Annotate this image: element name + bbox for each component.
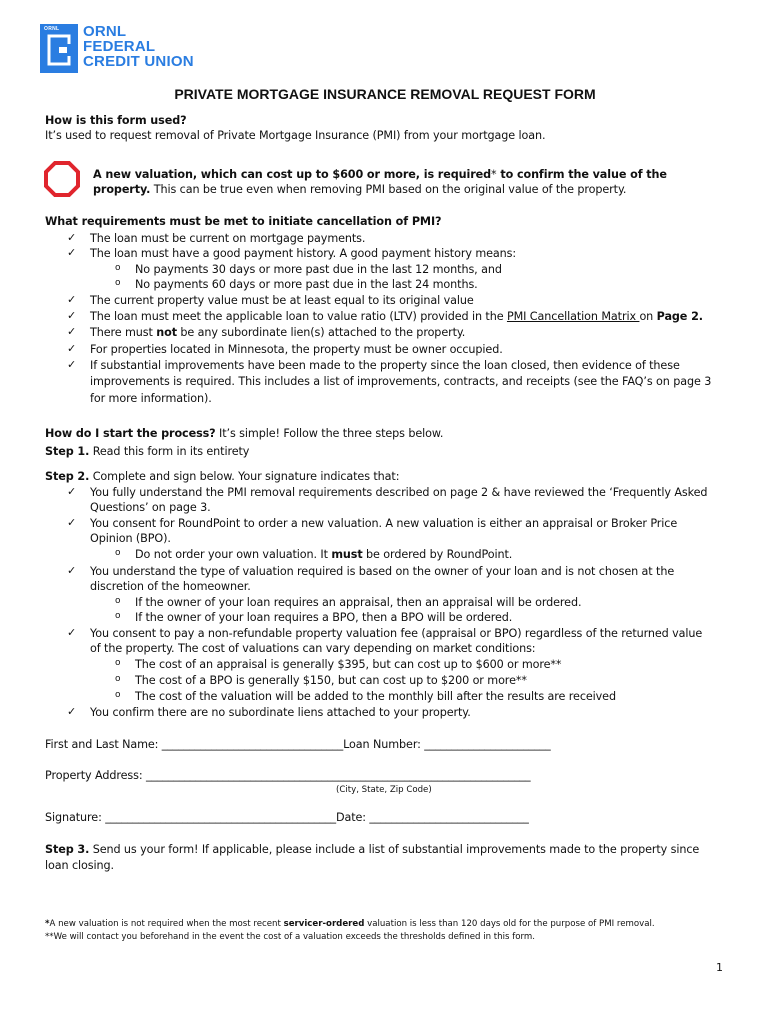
consent-item: You fully understand the PMI removal requirements described on page 2 & have reviewed the ‘Frequently Asked <box>90 486 708 499</box>
requirement-item: There must not be any subordinate lien(s) attached to the property. <box>90 326 466 339</box>
intro-answer: It’s used to request removal of Private Mortgage Insurance (PMI) from your mortgage loan. <box>45 129 546 142</box>
consent-item-cont: of the property. The cost of valuations can vary depending on market conditions: <box>90 642 536 655</box>
name-label: First and Last Name: <box>45 738 162 751</box>
requirement-item: The current property value must be at least equal to its original value <box>90 294 474 307</box>
warning-line-2: property. This can be true even when removing PMI based on the original value of the property. <box>93 183 627 196</box>
sub-bullet-icon: o <box>115 690 121 700</box>
requirement-subitem: No payments 60 days or more past due in the last 24 months. <box>135 278 478 291</box>
step-3-cont: loan closing. <box>45 859 114 872</box>
check-icon: ✓ <box>67 516 77 529</box>
consent-item-cont: Opinion (BPO). <box>90 532 171 545</box>
sub-bullet-icon: o <box>115 611 121 621</box>
step-2: Step 2. Complete and sign below. Your signature indicates that: <box>45 470 400 483</box>
requirement-item-cont: improvements is required. This includes a list of improvements, contracts, and receipts (see the FAQ’s on page 3 <box>90 375 712 388</box>
logo-wordmark: ORNL FEDERAL CREDIT UNION <box>83 23 194 70</box>
name-field[interactable]: _________________________________ <box>161 738 344 751</box>
process-heading: How do I start the process? It’s simple! Follow the three steps below. <box>45 427 444 440</box>
consent-subitem: Do not order your own valuation. It must be ordered by RoundPoint. <box>135 548 513 561</box>
sub-bullet-icon: o <box>115 674 121 684</box>
sub-bullet-icon: o <box>115 263 121 273</box>
consent-subitem: The cost of an appraisal is generally $395, but can cost up to $600 or more** <box>135 658 562 671</box>
check-icon: ✓ <box>67 231 77 244</box>
check-icon: ✓ <box>67 325 77 338</box>
requirement-item: If substantial improvements have been made to the property since the loan closed, then evidence of these <box>90 359 680 372</box>
ornl-logo <box>40 24 194 73</box>
consent-subitem: The cost of the valuation will be added to the monthly bill after the results are received <box>135 690 616 703</box>
signature-label: Signature: <box>45 811 106 824</box>
consent-subitem: If the owner of your loan requires an appraisal, then an appraisal will be ordered. <box>135 596 582 609</box>
date-label: Date: <box>335 811 370 824</box>
check-icon: ✓ <box>67 358 77 371</box>
requirement-subitem: No payments 30 days or more past due in the last 12 months, and <box>135 263 502 276</box>
check-icon: ✓ <box>67 564 77 577</box>
consent-item: You consent for RoundPoint to order a new valuation. A new valuation is either an appraisal or Broker Price <box>90 517 678 530</box>
page-title: PRIVATE MORTGAGE INSURANCE REMOVAL REQUEST FORM <box>174 86 596 102</box>
check-icon: ✓ <box>67 246 77 259</box>
consent-item: You confirm there are no subordinate liens attached to your property. <box>90 706 471 719</box>
requirement-item-cont: for more information). <box>90 392 212 405</box>
signature-date-row <box>45 810 529 825</box>
consent-item: You understand the type of valuation required is based on the owner of your loan and is not chosen at the <box>90 565 675 578</box>
footnote-2: **We will contact you beforehand in the event the cost of a valuation exceeds the thresholds defined in this form. <box>45 932 535 942</box>
loan-number-label: Loan Number: <box>343 738 425 751</box>
sub-bullet-icon: o <box>115 658 121 668</box>
requirement-item: For properties located in Minnesota, the property must be owner occupied. <box>90 343 503 356</box>
requirement-item: The loan must be current on mortgage payments. <box>90 232 366 245</box>
address-label: Property Address: <box>45 769 146 782</box>
requirement-item: The loan must have a good payment history. A good payment history means: <box>90 247 517 260</box>
ornl-logo-mark: ORNL <box>40 24 78 73</box>
footnote-1: *A new valuation is not required when the most recent servicer-ordered valuation is less than 120 days old for the purpose of PMI removal. <box>45 919 655 929</box>
loan-number-field[interactable]: _______________________ <box>424 738 551 751</box>
check-icon: ✓ <box>67 626 77 639</box>
check-icon: ✓ <box>67 705 77 718</box>
step-1: Step 1. Read this form in its entirety <box>45 445 250 458</box>
address-field[interactable]: ______________________________________________________________________ <box>145 769 531 782</box>
check-icon: ✓ <box>67 342 77 355</box>
sub-bullet-icon: o <box>115 548 121 558</box>
check-icon: ✓ <box>67 485 77 498</box>
intro-question: How is this form used? <box>45 114 187 127</box>
stop-sign-icon <box>44 161 80 197</box>
signature-field[interactable]: __________________________________________ <box>105 811 336 824</box>
check-icon: ✓ <box>67 309 77 322</box>
requirement-item-ltv: The loan must meet the applicable loan to value ratio (LTV) provided in the PMI Cancellation Matrix on Page 2. <box>90 310 703 323</box>
date-field[interactable]: _____________________________ <box>369 811 529 824</box>
consent-item-cont: discretion of the homeowner. <box>90 580 251 593</box>
name-loan-row <box>45 737 551 752</box>
address-hint: (City, State, Zip Code) <box>336 785 432 795</box>
consent-subitem: The cost of a BPO is generally $150, but can cost up to $200 or more** <box>135 674 527 687</box>
warning-line-1: A new valuation, which can cost up to $600 or more, is required* to confirm the value of the <box>93 168 667 181</box>
pmi-matrix-link: PMI Cancellation Matrix <box>506 310 640 323</box>
sub-bullet-icon: o <box>115 596 121 606</box>
page-number: 1 <box>716 961 723 974</box>
step-3: Step 3. Send us your form! If applicable, please include a list of substantial improvements made to the property since <box>45 843 700 856</box>
consent-subitem: If the owner of your loan requires a BPO, then a BPO will be ordered. <box>135 611 513 624</box>
address-row <box>45 768 531 783</box>
requirements-heading: What requirements must be met to initiate cancellation of PMI? <box>45 215 442 228</box>
consent-item-cont: Questions’ on page 3. <box>90 501 211 514</box>
check-icon: ✓ <box>67 293 77 306</box>
sub-bullet-icon: o <box>115 278 121 288</box>
consent-item: You consent to pay a non-refundable property valuation fee (appraisal or BPO) regardless of the returned value <box>90 627 703 640</box>
